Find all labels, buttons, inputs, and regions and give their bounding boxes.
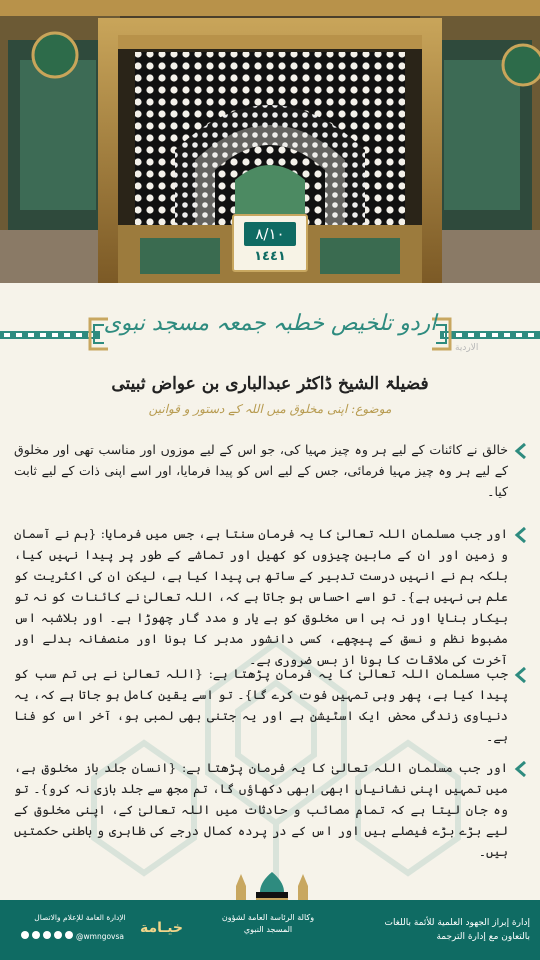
sermon-topic: موضوع: اپنی مخلوق میں اللہ کے دستور و قوانین [148,402,392,416]
hijri-year: ١٤٤١ [254,249,286,264]
footer-department-line2: بالتعاون مع إدارة الترجمة [436,932,530,942]
issue-number: ٨/١٠ [244,222,296,246]
chevron-left-icon [513,761,529,777]
mosque-agency-name: وكالة الرئاسة العامة لشؤون المسجد النبوي [221,913,315,934]
speaker-name: فضیلۃ الشیخ ڈاکٹر عبدالباری بن عواض ثبیتی [111,374,429,394]
chevron-left-icon [513,667,529,683]
social-icons [20,930,74,940]
date-badge [232,214,308,272]
paragraph-1: خالق نے کائنات کے لیے ہر وہ چیز مہیا کی، جو اس کے لیے موزوں اور مناسب تھی اور مخلوق کے لیے ہر وہ چیز مہیا فرمائی، جس کے لیے اس کو پیدا فرمایا، اور اسے اپنی ذات کے لیے ثابت کیا۔ [14,442,508,499]
instagram-icon [32,931,40,939]
content-card [0,283,540,900]
paragraph-3: جب مسلمان اللہ تعالیٰ کا یہ فرمان پڑھتا ہے: {اللہ تعالیٰ نے ہی تم سب کو پیدا کیا ہے، پھر وہی تمہیں فوت کرے گا}۔ تو اسے یقین کامل ہو جاتا ہے کہ، یہ دنیاوی زندگی محض ایک اسٹیشن ہے اور یہ جتنی بھی لمبی ہو، آخر اس کو فنا ہے۔ [14,666,508,744]
facebook-icon [54,931,62,939]
social-handle[interactable]: @wmngovsa [76,932,124,941]
youtube-icon [43,931,51,939]
snapchat-icon [65,931,73,939]
footer-department [380,916,530,944]
brand-logo: خيـامة [140,920,184,936]
footer-bar [0,900,540,960]
footer-department-line1: إدارة إبراز الجهود العلمية للأئمة باللغات [384,918,530,928]
media-department: الإدارة العامة للإعلام والاتصال [34,913,126,922]
twitter-icon [21,931,29,939]
paragraph-2: اور جب مسلمان اللہ تعالیٰ کا یہ فرمان سنتا ہے، جس میں فرمایا: {ہم نے آسمان و زمین اور ان کے مابین چیزوں کو کھیل اور تماشے کے طور پر پیدا نہیں کیا، بلکہ ہم نے انہیں درست تدبیر کے ساتھ ہی پیدا کیا ہے، لیکن ان کی اکثریت کو علم ہی نہیں ہے}۔ تو اسے احساس ہو جاتا ہے کہ، اللہ تعالیٰ نے کائنات کو نہ تو بیکار بنایا اور نہ ہی اس مخلوق کو بے یار و مدد گار چھوڑا ہے۔ اور بلاشبہ اس مضبوط نظم و نسق کے پیچھے، کسی دانشور مدبر کا ہونا اور منصفانہ بدلے اور آخرت کی ملاقات کا ہونا از بس ضروری ہے۔ [14,526,508,667]
chevron-left-icon [513,443,529,459]
chevron-left-icon [513,527,529,543]
page-title: اردو تلخیص خطبہ جمعہ مسجد نبوی [103,311,437,336]
paragraph-4: اور جب مسلمان اللہ تعالیٰ کا یہ فرمان پڑھتا ہے: {انسان جلد باز مخلوق ہے، میں تمہیں اپنی نشانیاں ابھی ابھی دکھاؤں گا، تم مجھ سے جلد بازی نہ کرو}۔ تو وہ جان لیتا ہے کہ تمام مصائب و حادثات میں اللہ تعالیٰ کے، اپنی مخلوق کے لیے بڑے بڑے فیصلے ہیں اور اس کے در پردہ کمال درجے کی ظاہری و باطنی حکمتیں ہیں۔ [14,760,508,859]
language-tag: الاردية [455,343,479,353]
